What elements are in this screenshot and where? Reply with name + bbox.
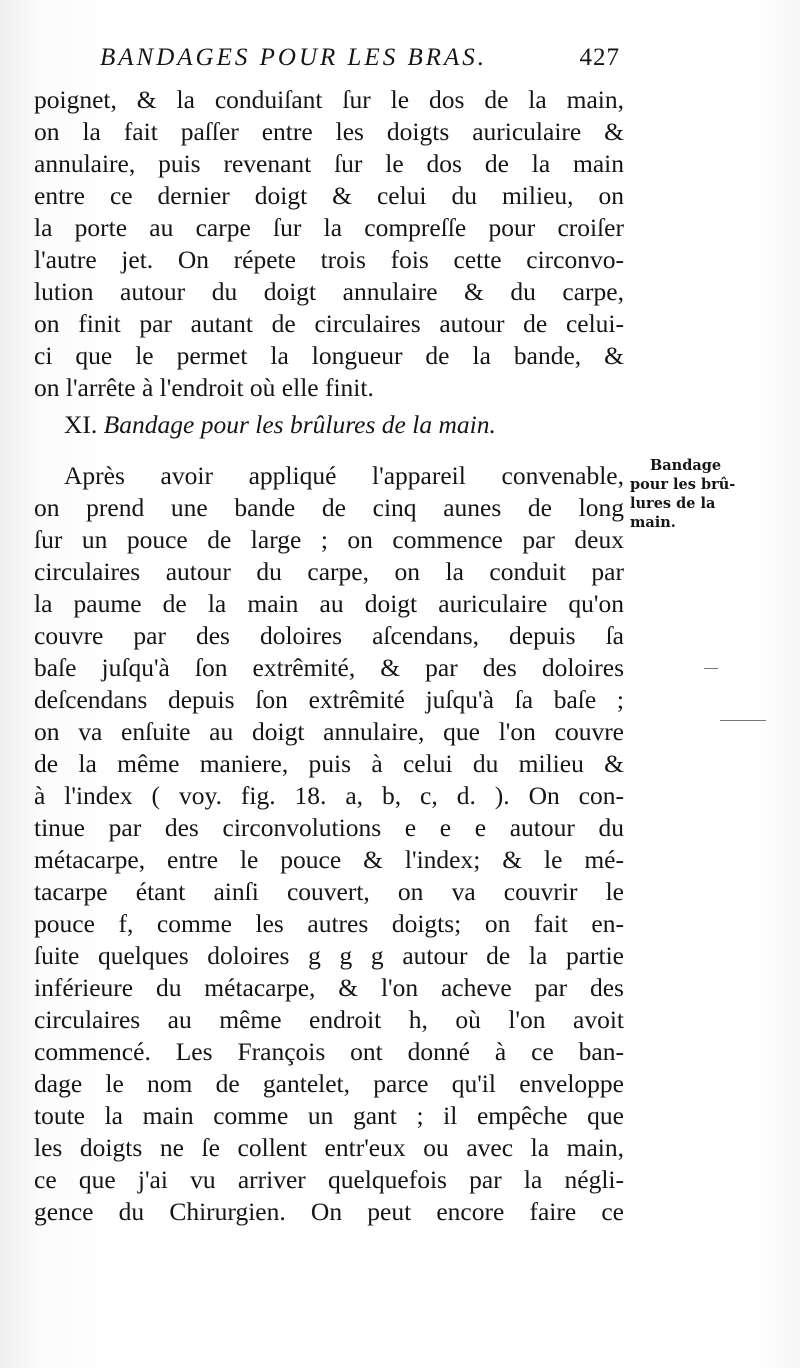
text-line: Après avoir appliqué l'appareil convenable, [64,461,624,490]
text-line: circulaires au même endroit h, où l'on avoit [34,1005,624,1034]
text-line: toute la main comme un gant ; il empêche que [34,1101,624,1130]
text-line: ſuite quelques doloires g g g autour de la partie [34,941,624,970]
text-line: deſcendans depuis ſon extrêmité juſqu'à ſa baſe ; [34,685,624,714]
margin-note-line: Bandage [650,457,722,474]
text-line: gence du Chirurgien. On peut encore faire ce [34,1197,624,1226]
page-number: 427 [579,44,620,71]
text-line: l'autre jet. On répete trois fois cette circonvo- [34,245,624,274]
text-line: commencé. Les François ont donné à ce ban- [34,1037,624,1066]
text-line: la porte au carpe ſur la compreſſe pour croiſer [34,213,624,242]
text-line: lution autour du doigt annulaire & du carpe, [34,277,624,306]
text-line: de la même maniere, puis à celui du milieu & [34,749,624,778]
section-number: XI. [64,410,98,439]
margin-mark [704,668,718,669]
text-line: on va enſuite au doigt annulaire, que l'on couvre [34,717,624,746]
text-line: inférieure du métacarpe, & l'on acheve par des [34,973,624,1002]
text-line: on finit par autant de circulaires autour de celui- [34,309,624,338]
text-line: on prend une bande de cinq aunes de long [34,493,624,522]
text-line: pouce f, comme les autres doigts; on fait en- [34,909,624,938]
margin-mark [720,720,766,721]
text-line: couvre par des doloires aſcendans, depuis ſa [34,621,624,650]
text-line: baſe juſqu'à ſon extrêmité, & par des doloires [34,653,624,682]
text-line: entre ce dernier doigt & celui du milieu, on [34,181,624,210]
margin-note-line: main. [630,514,676,531]
text-line: tinue par des circonvolutions e e e autour du [34,813,624,842]
margin-note-line: pour les brû- [630,476,736,493]
text-line: annulaire, puis revenant ſur le dos de la main [34,149,624,178]
text-line: à l'index ( voy. fig. 18. a, b, c, d. ). On con- [34,781,624,810]
section-title: Bandage pour les brûlures de la main. [103,410,496,439]
text-line: poignet, & la conduiſant ſur le dos de la main, [34,85,624,114]
section-heading [64,410,624,446]
text-line: ce que j'ai vu arriver quelquefois par la négli- [34,1165,624,1194]
text-line: métacarpe, entre le pouce & l'index; & le mé- [34,845,624,874]
running-title: BANDAGES POUR LES BRAS. [100,44,488,71]
running-header [100,40,620,80]
text-line: dage le nom de gantelet, parce qu'il enveloppe [34,1069,624,1098]
text-line: ci que le permet la longueur de la bande, & [34,341,624,370]
text-line: la paume de la main au doigt auriculaire qu'on [34,589,624,618]
text-line: les doigts ne ſe collent entr'eux ou avec la main, [34,1133,624,1162]
text-line: on l'arrête à l'endroit où elle finit. [34,373,374,402]
margin-note-line: lures de la [630,495,716,512]
text-line: tacarpe étant ainſi couvert, on va couvrir le [34,877,624,906]
margin-note [626,456,756,532]
text-line: on la fait paſſer entre les doigts auriculaire & [34,117,624,146]
text-line: ſur un pouce de large ; on commence par deux [34,525,624,554]
text-line: circulaires autour du carpe, on la conduit par [34,557,624,586]
